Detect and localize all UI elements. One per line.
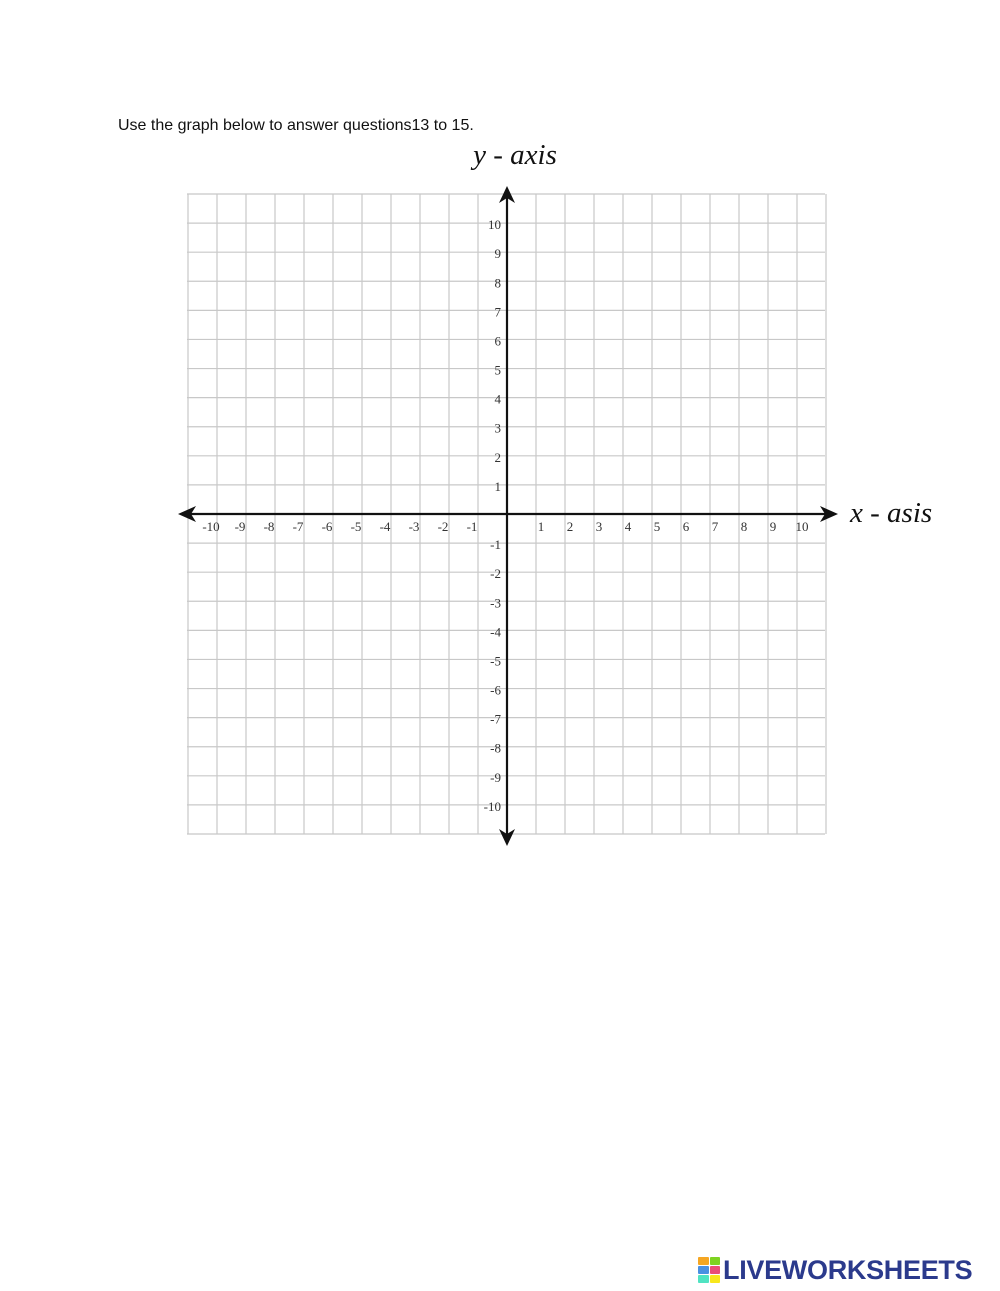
x-tick-label: 7 (711, 519, 719, 534)
x-tick-label: -4 (379, 519, 391, 534)
y-tick-label: 8 (494, 275, 501, 291)
y-tick-labels (484, 217, 502, 814)
x-tick-label: 2 (566, 519, 574, 534)
x-tick-label: 3 (595, 519, 603, 534)
x-tick-label: 1 (537, 519, 545, 534)
y-tick-label: -10 (483, 798, 501, 814)
y-tick-label: 10 (488, 217, 501, 233)
logo-mark-square (698, 1275, 709, 1283)
y-tick-label: -7 (490, 711, 501, 727)
logo-mark-square (710, 1257, 721, 1265)
y-tick-label: 1 (494, 478, 501, 494)
logo-mark-icon (698, 1257, 720, 1283)
y-tick-label: 5 (494, 362, 501, 378)
logo-mark-square (710, 1275, 721, 1283)
x-tick-label: -9 (234, 519, 246, 534)
y-tick-label: -2 (490, 566, 501, 582)
x-tick-label: -2 (437, 519, 449, 534)
x-tick-label: -3 (408, 519, 420, 534)
x-tick-label: 9 (769, 519, 777, 534)
x-tick-label: -7 (292, 519, 304, 534)
y-tick-label: 9 (494, 246, 501, 262)
x-tick-label: 10 (795, 519, 809, 534)
instruction-text: Use the graph below to answer questions13 to 15. (118, 117, 474, 134)
logo-text: LIVEWORKSHEETS (723, 1255, 973, 1285)
y-axis-label: y - axis (473, 139, 557, 171)
y-tick-label: 7 (494, 304, 501, 320)
logo-mark-square (698, 1266, 709, 1274)
x-tick-label: 5 (653, 519, 661, 534)
y-tick-label: -3 (490, 595, 501, 611)
x-tick-label: -6 (321, 519, 333, 534)
x-tick-label: 6 (682, 519, 690, 534)
x-tick-label: -1 (466, 519, 478, 534)
y-tick-label: 4 (494, 391, 501, 407)
x-tick-label: -8 (263, 519, 275, 534)
liveworksheets-logo (698, 1256, 972, 1284)
x-tick-label: -5 (350, 519, 362, 534)
y-tick-label: -8 (490, 740, 501, 756)
x-tick-labels (202, 519, 808, 534)
x-tick-label: -10 (202, 519, 220, 534)
x-tick-label: 8 (740, 519, 748, 534)
logo-mark-square (710, 1266, 721, 1274)
y-tick-label: 6 (494, 333, 501, 349)
y-tick-label: -4 (490, 624, 501, 640)
y-tick-label: 2 (494, 449, 501, 465)
logo-mark-square (698, 1257, 709, 1265)
x-axis-label: x - asis (850, 497, 933, 529)
y-tick-label: -5 (490, 653, 501, 669)
y-tick-label: -6 (490, 682, 501, 698)
x-tick-label: 4 (624, 519, 632, 534)
y-tick-label: -1 (490, 537, 501, 553)
y-tick-label: 3 (494, 420, 501, 436)
y-tick-label: -9 (490, 769, 501, 785)
